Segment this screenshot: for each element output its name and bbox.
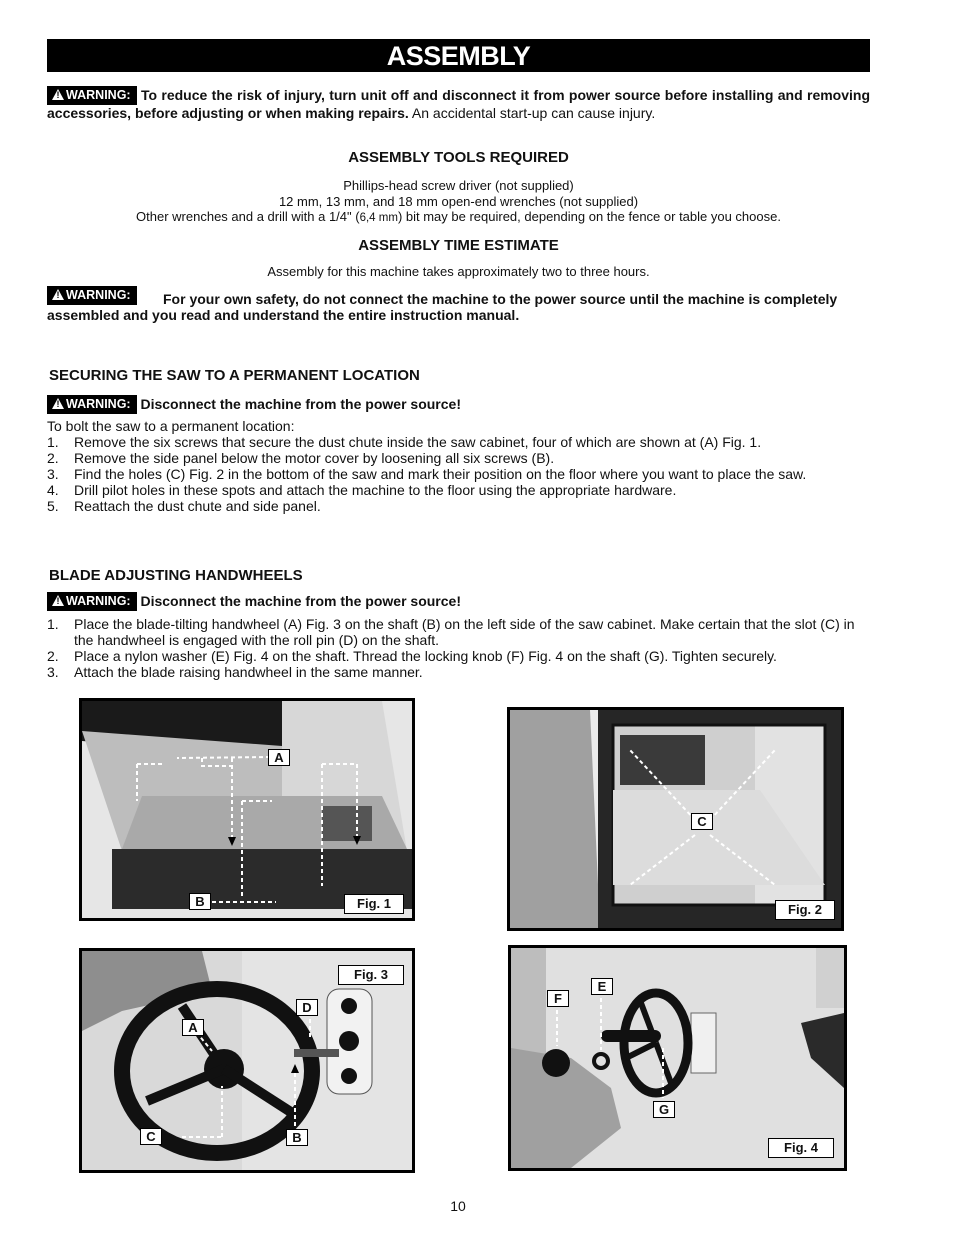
list-item: 2. Remove the side panel below the motor cover by loosening all six screws (B).: [47, 450, 555, 466]
callout-c: C: [140, 1128, 162, 1145]
tools-line: Phillips-head screw driver (not supplied): [343, 178, 574, 193]
figure-3: [79, 948, 415, 1173]
handwheels-warning: ! WARNING: Disconnect the machine from the power source!: [47, 592, 461, 611]
handwheels-steps: [47, 616, 877, 680]
tools-line: Other wrenches and a drill with a 1/4" (6,4 mm) bit may be required, depending on the fence or table you choose.: [136, 209, 781, 224]
list-item: 1. Place the blade-tilting handwheel (A) Fig. 3 on the shaft (B) on the left side of the saw cabinet. Make certain that the slot (C) in the handwheel is engaged with the roll pin (D) on the shaft.: [47, 616, 855, 648]
figure-caption: Fig. 1: [344, 894, 404, 914]
list-item: 2. Place a nylon washer (E) Fig. 4 on the shaft. Thread the locking knob (F) Fig. 4 on the shaft (G). Tighten securely.: [47, 648, 777, 664]
securing-steps: [47, 418, 877, 514]
callout-c: C: [691, 813, 713, 830]
time-text: Assembly for this machine takes approximately two to three hours.: [267, 264, 650, 279]
securing-intro: To bolt the saw to a permanent location:: [47, 418, 295, 434]
handwheels-warning-text: Disconnect the machine from the power source!: [140, 593, 461, 609]
tools-list: [47, 178, 870, 227]
callout-e: E: [591, 978, 613, 995]
callout-g: G: [653, 1101, 675, 1118]
figure-1: [79, 698, 415, 921]
warning-badge: ! WARNING:: [47, 86, 137, 105]
callout-a: A: [268, 749, 290, 766]
figure-1-illustration: [82, 701, 412, 918]
handwheels-heading: BLADE ADJUSTING HANDWHEELS: [49, 567, 303, 584]
warning-normal-text: An accidental start-up can cause injury.: [408, 105, 656, 121]
list-item: 3. Find the holes (C) Fig. 2 in the bottom of the saw and mark their position on the floor where you want to place the saw.: [47, 466, 807, 482]
securing-warning-text: Disconnect the machine from the power source!: [140, 396, 461, 412]
page-number: 10: [450, 1198, 466, 1214]
callout-b: B: [286, 1129, 308, 1146]
figure-caption: Fig. 2: [775, 900, 835, 920]
warning-paragraph-injury: [47, 86, 870, 122]
warning-bold-text: To reduce the risk of injury, turn unit off and disconnect it from power source before installing and removing accessories, before adjusting or when making repairs.: [47, 87, 871, 121]
figure-caption: Fig. 3: [338, 965, 404, 985]
page-title: ASSEMBLY: [47, 39, 870, 72]
warning-triangle-icon: !: [52, 289, 64, 300]
figure-4: [508, 945, 847, 1171]
list-item: 4. Drill pilot holes in these spots and attach the machine to the floor using the appropriate hardware.: [47, 482, 677, 498]
figure-2: [507, 707, 844, 931]
securing-warning: ! WARNING: Disconnect the machine from the power source!: [47, 395, 461, 414]
warning-badge: ! WARNING:: [47, 286, 137, 305]
time-heading: ASSEMBLY TIME ESTIMATE: [358, 237, 559, 254]
warning-triangle-icon: !: [52, 398, 64, 409]
figure-2-illustration: [510, 710, 841, 928]
warning-triangle-icon: !: [52, 89, 64, 100]
warning-triangle-icon: !: [52, 595, 64, 606]
list-item: 5. Reattach the dust chute and side panel.: [47, 498, 321, 514]
warning-paragraph-power: For your own safety, do not connect the machine to the power source until the machine is completely assembled and you read and understand the entire instruction manual.: [47, 291, 838, 323]
tools-line: 12 mm, 13 mm, and 18 mm open-end wrenches (not supplied): [278, 193, 639, 209]
tools-heading: ASSEMBLY TOOLS REQUIRED: [348, 149, 569, 166]
figure-4-illustration: [511, 948, 844, 1168]
callout-b: B: [189, 893, 211, 910]
callout-f: F: [547, 990, 569, 1007]
callout-a: A: [182, 1019, 204, 1036]
figure-caption: Fig. 4: [768, 1138, 834, 1158]
list-item: 3. Attach the blade raising handwheel in the same manner.: [47, 664, 423, 680]
securing-heading: SECURING THE SAW TO A PERMANENT LOCATION: [49, 367, 420, 384]
list-item: 1. Remove the six screws that secure the dust chute inside the saw cabinet, four of which are shown at (A) Fig. 1.: [47, 434, 762, 450]
callout-d: D: [296, 999, 318, 1016]
